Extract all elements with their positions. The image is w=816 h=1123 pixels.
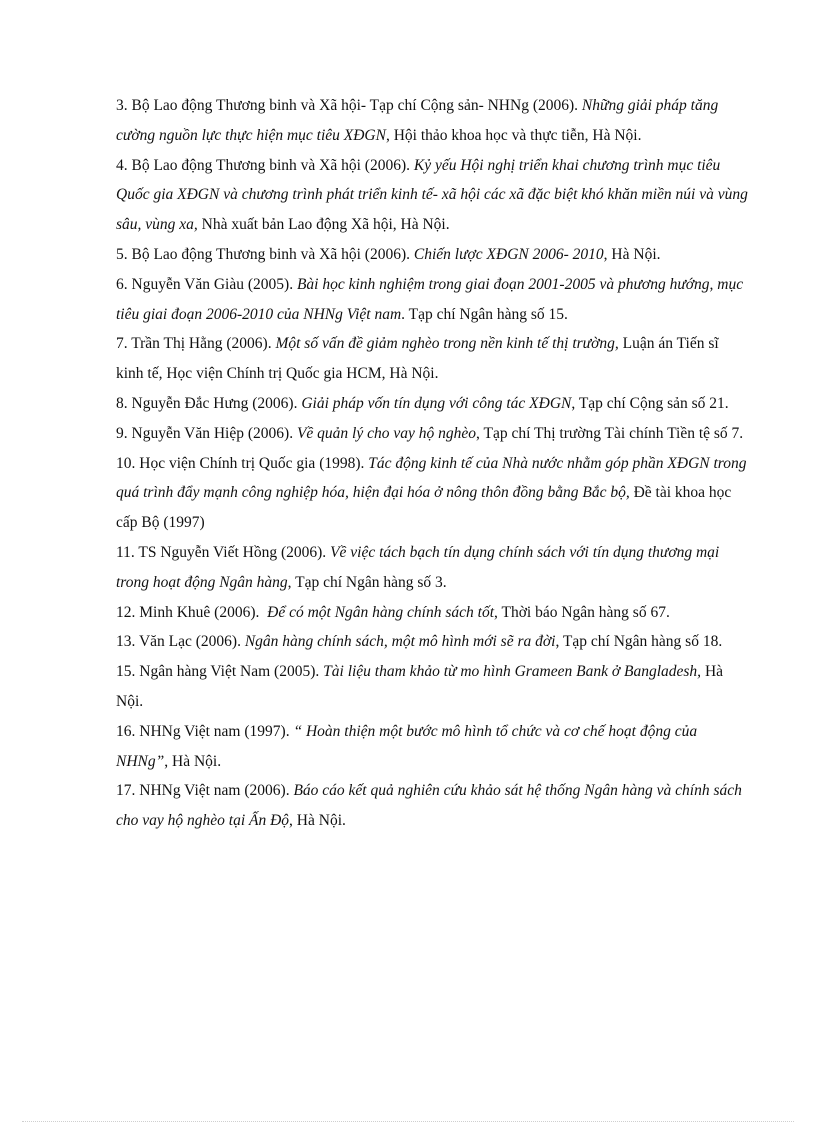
reference-title: Ngân hàng chính sách, một mô hình mới sẽ ra đời (244, 633, 556, 651)
reference-title: Tác động kinh tế của Nhà nước nhằm góp phần XĐGN trong quá trình đẩy mạnh công nghiệp hóa, hiện đại hóa ở nông thôn đồng bằng Bắc bộ, (116, 454, 747, 502)
reference-item-12 (116, 598, 748, 628)
reference-item-15 (116, 657, 748, 717)
reference-publisher: , Tạp chí Ngân hàng số 18. (555, 633, 723, 651)
reference-author-year: 10. Học viện Chính trị Quốc gia (1998). (116, 454, 369, 472)
reference-item-13 (116, 627, 748, 657)
reference-author-year: 12. Minh Khuê (2006). (116, 603, 268, 621)
reference-item-7 (116, 329, 748, 389)
reference-publisher: , Hội thảo khoa học và thực tiễn, Hà Nội. (385, 126, 642, 144)
reference-item-16 (116, 717, 748, 777)
reference-publisher: , Tạp chí Thị trường Tài chính Tiền tệ số 7. (476, 424, 744, 442)
reference-author-year: 9. Nguyễn Văn Hiệp (2006). (116, 424, 297, 442)
reference-publisher: , Thời báo Ngân hàng số 67. (494, 603, 670, 621)
reference-item-9 (116, 419, 748, 449)
reference-author-year: 7. Trần Thị Hằng (2006). (116, 335, 276, 353)
reference-publisher: , Tạp chí Cộng sản số 21. (571, 394, 729, 412)
reference-item-11 (116, 538, 748, 598)
reference-author-year: 8. Nguyễn Đắc Hưng (2006). (116, 394, 302, 412)
page-bottom-divider (22, 1121, 794, 1122)
reference-item-3 (116, 91, 748, 151)
reference-title: Chiến lược XĐGN 2006- 2010 (413, 245, 604, 263)
reference-publisher: Đề tài khoa học cấp Bộ (1997) (116, 484, 732, 532)
reference-author-year: 5. Bộ Lao động Thương binh và Xã hội (2006). (116, 245, 414, 263)
reference-author-year: 16. NHNg Việt nam (1997). (116, 722, 294, 740)
reference-title: “ Hoàn thiện một bước mô hình tổ chức và cơ chế hoạt động của NHNg” (116, 722, 698, 770)
reference-publisher: Nhà xuất bản Lao động Xã hội, Hà Nội. (197, 216, 450, 234)
reference-item-10 (116, 449, 748, 538)
reference-publisher: , Hà Nội. (289, 812, 346, 830)
reference-title: Những giải pháp tăng cường nguồn lực thực hiện mục tiêu XĐGN (116, 97, 719, 144)
reference-author-year: 4. Bộ Lao động Thương binh và Xã hội (2006). (116, 156, 414, 174)
reference-author-year: 6. Nguyễn Văn Giàu (2005). (116, 275, 297, 293)
reference-item-5 (116, 240, 748, 270)
reference-title: Bài học kinh nghiệm trong giai đoạn 2001-2005 và phương hướng, mục tiêu giai đoạn 2006-2010 của NHNg Việt nam (116, 275, 744, 323)
reference-publisher: Luận án Tiến sĩ kinh tế, Học viện Chính trị Quốc gia HCM, Hà Nội. (116, 335, 719, 383)
reference-author-year: 13. Văn Lạc (2006). (116, 633, 245, 651)
reference-title: Một số vấn đề giảm nghèo trong nền kinh tế thị trường, (275, 335, 619, 353)
reference-title: Báo cáo kết quả nghiên cứu khảo sát hệ thống Ngân hàng và chính sách cho vay hộ nghèo tại Ấn Độ (116, 782, 742, 830)
reference-title: Kỷ yếu Hội nghị triển khai chương trình mục tiêu Quốc gia XĐGN và chương trình phát triển kinh tế- xã hội các xã đặc biệt khó khăn miền núi và vùng sâu, vùng xa, (116, 156, 748, 234)
reference-title: Giải pháp vốn tín dụng với công tác XĐGN (301, 394, 572, 412)
reference-title: Về việc tách bạch tín dụng chính sách với tín dụng thương mại trong hoạt động Ngân hàng (116, 543, 720, 591)
reference-publisher: , Hà Nội. (603, 245, 661, 263)
reference-author-year: 11. TS Nguyễn Viết Hồng (2006). (116, 543, 331, 561)
reference-item-6 (116, 270, 748, 330)
reference-publisher: . Tạp chí Ngân hàng số 15. (401, 305, 568, 323)
reference-item-17 (116, 776, 748, 836)
reference-publisher: , Hà Nội. (164, 752, 222, 770)
reference-author-year: 3. Bộ Lao động Thương binh và Xã hội- Tạp chí Cộng sản- NHNg (2006). (116, 97, 582, 114)
reference-publisher: Hà Nội. (116, 663, 724, 710)
reference-item-4 (116, 151, 748, 240)
reference-title: Tài liệu tham khảo từ mo hình Grameen Bank ở Bangladesh, (323, 663, 702, 681)
reference-list (116, 91, 748, 836)
reference-author-year: 15. Ngân hàng Việt Nam (2005). (116, 663, 324, 681)
reference-author-year: 17. NHNg Việt nam (2006). (116, 782, 294, 800)
reference-publisher: , Tạp chí Ngân hàng số 3. (287, 573, 447, 591)
reference-item-8 (116, 389, 748, 419)
reference-title: Để có một Ngân hàng chính sách tốt (267, 603, 495, 621)
reference-title: Về quản lý cho vay hộ nghèo (296, 424, 477, 442)
